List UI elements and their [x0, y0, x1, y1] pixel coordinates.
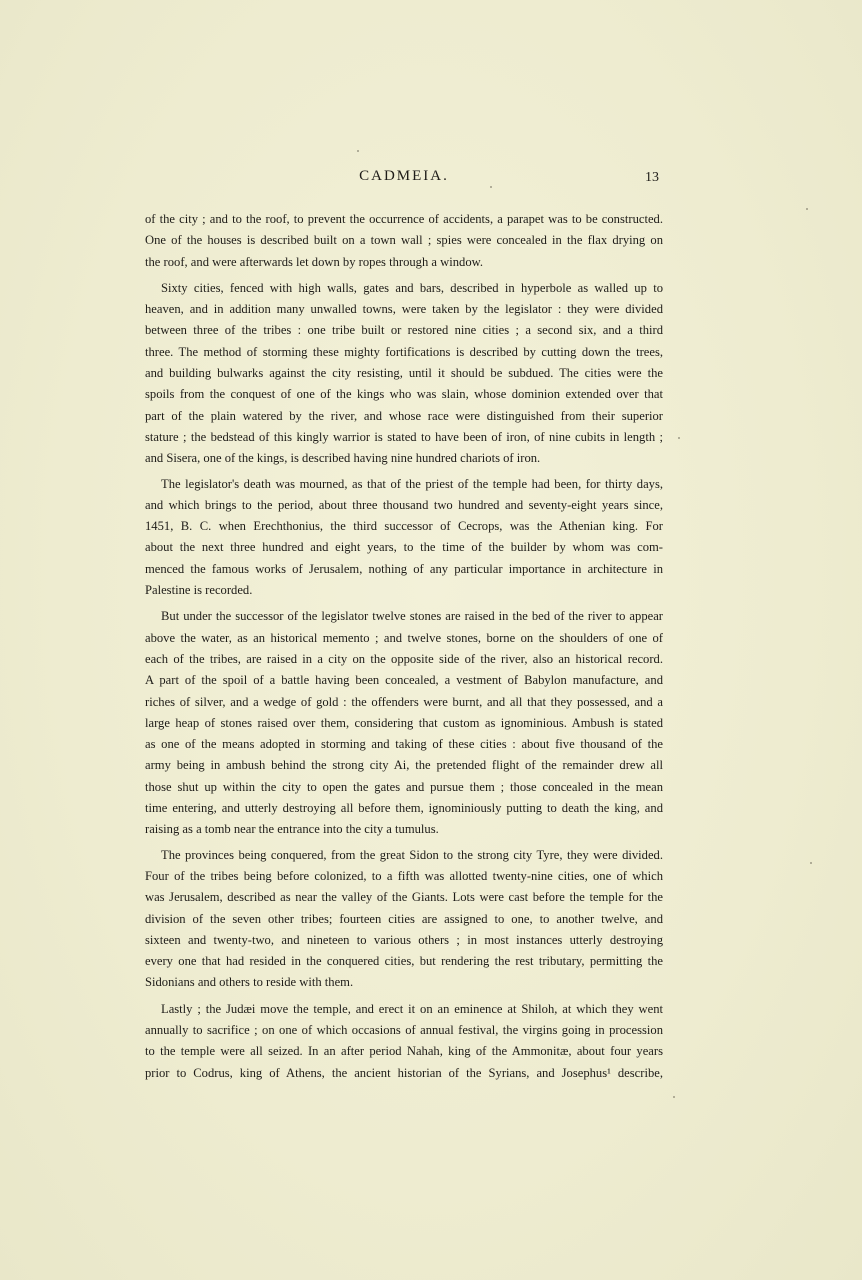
paragraph [145, 278, 663, 470]
text-line: and which brings to the period, about three thousand two hundred and seventy-eight years since, [145, 497, 663, 512]
text-line: Sidonians and others to reside with them. [145, 975, 354, 990]
text-line: But under the successor of the legislator twelve stones are raised in the bed of the river to appear [161, 609, 663, 624]
paragraph [145, 999, 663, 1084]
paper-speck [810, 862, 812, 864]
text-line: heaven, and in addition many unwalled towns, were taken by the legislator : they were divided [145, 302, 663, 317]
text-line: stature ; the bedstead of this kingly warrior is stated to have been of iron, of nine cubits in length ; [145, 429, 663, 444]
text-line: those shut up within the city to open the gates and pursue them ; those concealed in the mean [145, 779, 663, 794]
text-line: One of the houses is described built on a town wall ; spies were concealed in the flax drying on [145, 233, 663, 248]
text-line: part of the plain watered by the river, and whose race were distinguished from their superior [145, 408, 663, 423]
text-line: annually to sacrifice ; on one of which occasions of annual festival, the virgins going in procession [145, 1022, 663, 1037]
text-line: riches of silver, and a wedge of gold : the offenders were burnt, and all that they possessed, and a [145, 694, 663, 709]
text-line: Palestine is recorded. [145, 583, 253, 598]
text-line: army being in ambush behind the strong city Ai, the pretended flight of the remainder drew all [145, 758, 663, 773]
text-line: was Jerusalem, described as near the valley of the Giants. Lots were cast before the temple for the [145, 890, 663, 905]
text-line: about the next three hundred and eight years, to the time of the builder by whom was com- [145, 540, 663, 555]
text-line: and building bulwarks against the city resisting, until it should be subdued. The cities were the [145, 366, 663, 381]
text-line: as one of the means adopted in storming and taking of these cities : about five thousand of the [145, 737, 663, 752]
paragraph [145, 606, 663, 840]
text-line: sixteen and twenty-two, and nineteen to various others ; in most instances utterly destroying [145, 932, 663, 947]
text-line: The provinces being conquered, from the great Sidon to the strong city Tyre, they were divided. [161, 847, 663, 862]
text-line: A part of the spoil of a battle having been concealed, a vestment of Babylon manufacture, and [145, 673, 663, 688]
running-head [145, 168, 663, 192]
text-line: three. The method of storming these mighty fortifications is described by cutting down the trees, [145, 344, 663, 359]
text-line: menced the famous works of Jerusalem, nothing of any particular importance in architecture in [145, 561, 663, 576]
text-line: division of the seven other tribes; fourteen cities are assigned to one, to another twelve, and [145, 911, 663, 926]
text-line: Four of the tribes being before colonized, to a fifth was allotted twenty-nine cities, one of which [145, 868, 663, 883]
text-line: prior to Codrus, king of Athens, the ancient historian of the Syrians, and Josephus¹ describe, [145, 1065, 663, 1080]
paper-speck [490, 186, 492, 188]
text-line: of the city ; and to the roof, to prevent the occurrence of accidents, a parapet was to be constructed. [145, 212, 663, 226]
text-line: to the temple were all seized. In an after period Nahah, king of the Ammonitæ, about four years [145, 1044, 663, 1059]
text-line: between three of the tribes : one tribe built or restored nine cities ; a second six, and a third [145, 323, 663, 338]
body-text [145, 209, 663, 1084]
text-line: above the water, as an historical memento ; and twelve stones, borne on the shoulders of one of [145, 630, 663, 645]
text-line: 1451, B. C. when Erechthonius, the third successor of Cecrops, was the Athenian king. For [145, 519, 663, 534]
text-line: every one that had resided in the conquered cities, but rendering the rest tributary, permitting the [145, 954, 663, 969]
text-line: raising as a tomb near the entrance into the city a tumulus. [145, 822, 439, 837]
text-line: and Sisera, one of the kings, is described having nine hundred chariots of iron. [145, 451, 541, 466]
paper-speck [673, 1096, 675, 1098]
paragraph [145, 845, 663, 994]
paper-speck [678, 437, 680, 439]
paper-speck [806, 208, 808, 210]
text-line: large heap of stones raised over them, considering that custom as ignominious. Ambush is stated [145, 715, 663, 730]
text-line: time entering, and utterly destroying all before them, ignominiously putting to death the king, and [145, 801, 663, 816]
text-line: the roof, and were afterwards let down by ropes through a window. [145, 254, 484, 269]
page-number: 13 [645, 170, 659, 185]
running-title: CADMEIA. [359, 168, 449, 184]
paragraph [145, 474, 663, 602]
text-line: Sixty cities, fenced with high walls, gates and bars, described in hyperbole as walled up to [161, 280, 663, 295]
text-line: The legislator's death was mourned, as that of the priest of the temple had been, for thirty days, [161, 476, 663, 491]
paragraph [145, 209, 663, 273]
text-line: each of the tribes, are raised in a city on the opposite side of the river, also an historical record. [145, 651, 663, 666]
paper-speck [357, 150, 359, 152]
text-line: Lastly ; the Judæi move the temple, and erect it on an eminence at Shiloh, at which they went [161, 1001, 663, 1016]
text-line: spoils from the conquest of one of the kings who was slain, whose dominion extended over that [145, 387, 663, 402]
